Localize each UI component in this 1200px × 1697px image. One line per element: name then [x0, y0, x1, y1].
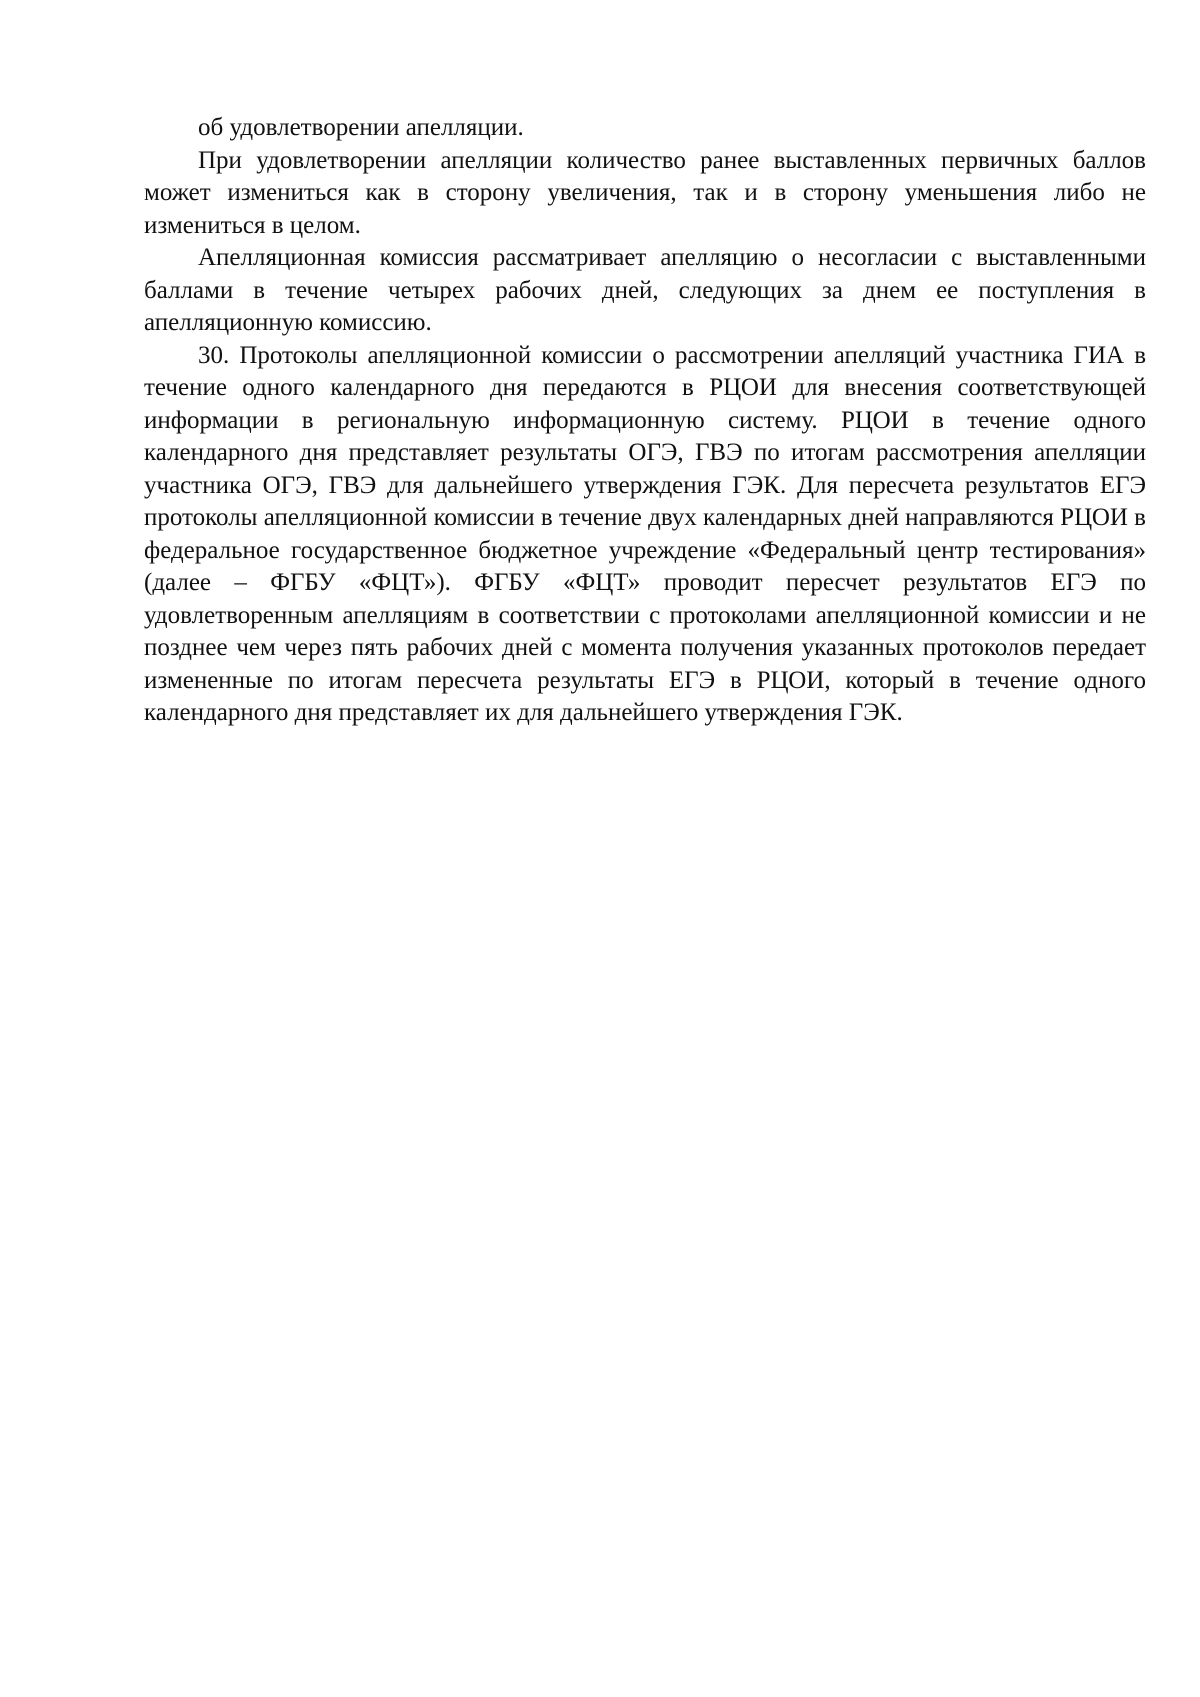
document-body [144, 112, 1146, 730]
paragraph-continuation: об удовлетворении апелляции. [198, 114, 524, 141]
paragraph-appeal-review-term: Апелляционная комиссия рассматривает апелляцию о несогласии с выставленными баллами в течение четырех рабочих дней, следующих за днем ее поступления в апелляционную комиссию. [144, 244, 1146, 336]
paragraph-appeal-score-change: При удовлетворении апелляции количество ранее выставленных первичных баллов может измениться как в сторону увеличения, так и в сторону уменьшения либо не измениться в целом. [144, 146, 1146, 239]
paragraph-item-30: 30. Протоколы апелляционной комиссии о рассмотрении апелляций участника ГИА в течение одного календарного дня передаются в РЦОИ для внесения соответствующей информации в региональную информационную систему. РЦОИ в течение одного календарного дня представляет результаты ОГЭ, ГВЭ по итогам рассмотрения апелляции участника ОГЭ, ГВЭ для дальнейшего утверждения ГЭК. Для пересчета результатов ЕГЭ протоколы апелляционной комиссии в течение двух календарных дней направляются РЦОИ в федеральное государственное бюджетное учреждение «Федеральный центр тестирования» (далее – ФГБУ «ФЦТ»). ФГБУ «ФЦТ» проводит пересчет результатов ЕГЭ по удовлетворенным апелляциям в соответствии с протоколами апелляционной комиссии и не позднее чем через пять рабочих дней с момента получения указанных протоколов передает измененные по итогам пересчета результаты ЕГЭ в РЦОИ, который в течение одного календарного дня представляет их для дальнейшего утверждения ГЭК. [144, 341, 1146, 726]
